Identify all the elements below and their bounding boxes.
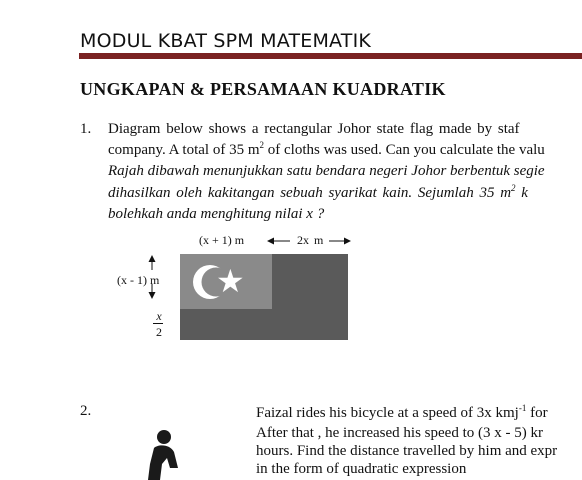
- section-title: UNGKAPAN & PERSAMAAN KUADRATIK: [80, 79, 446, 99]
- up-arrow-icon: [149, 255, 156, 270]
- question-2-line-3: hours. Find the distance travelled by him and expr: [256, 443, 558, 459]
- question-2-line-1: Faizal rides his bicycle at a speed of 3x kmj$^{-1}$ for: [256, 403, 548, 421]
- flag-canton: [180, 254, 272, 309]
- fraction-bar: [153, 323, 163, 324]
- flag-width-label-right: 2x m: [297, 233, 324, 247]
- fraction-denominator: 2: [156, 325, 162, 339]
- right-arrow-icon: [329, 238, 351, 245]
- flag-width-label-left: (x + 1) m: [199, 233, 245, 247]
- question-1-english-line-1: Diagram below shows a rectangular Johor state flag made by staf: [108, 121, 520, 137]
- question-1-number: 1.: [80, 121, 92, 137]
- question-2-line-2: After that , he increased his speed to (3 x - 5) kr: [256, 425, 543, 441]
- header-rule: [79, 53, 582, 59]
- question-2-number: 2.: [80, 403, 92, 419]
- cyclist-icon: [140, 428, 200, 480]
- star-icon: ★: [216, 262, 245, 300]
- fraction-numerator: x: [156, 309, 162, 323]
- question-1-malay-line-3: bolehkah anda menghitung nilai x ?: [108, 206, 325, 222]
- module-title: MODUL KBAT SPM MATEMATIK: [80, 30, 372, 52]
- question-1-malay-line-1: Rajah dibawah menunjukkan satu bendara negeri Johor berbentuk segie: [108, 163, 545, 179]
- question-1-malay-line-2: dihasilkan oleh kakitangan sebuah syarikat kain. Sejumlah 35 $m^2$ k: [108, 183, 528, 201]
- left-arrow-icon: [267, 238, 290, 245]
- flag-height-label: (x - 1) m: [117, 273, 160, 287]
- question-2-line-4: in the form of quadratic expression: [256, 461, 467, 477]
- question-1-english-line-2: company. A total of 35 $m^2$ of cloths was used. Can you calculate the valu: [108, 140, 545, 158]
- johor-flag: [180, 254, 348, 340]
